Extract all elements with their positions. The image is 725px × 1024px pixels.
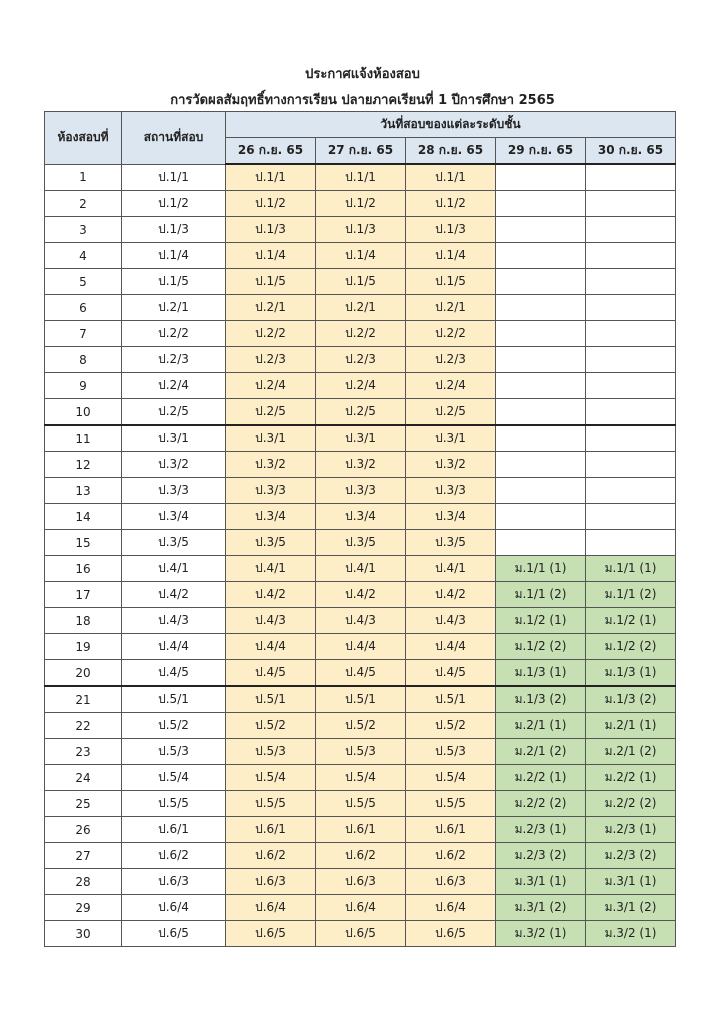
room-number-cell: 18: [45, 608, 122, 634]
exam-room-table: [44, 111, 676, 947]
date-cell: ม.1/3 (1): [496, 660, 586, 687]
date-cell: ป.2/5: [226, 399, 316, 426]
exam-place-cell: ป.2/2: [122, 321, 226, 347]
table-body: [45, 164, 676, 947]
room-number-cell: 23: [45, 739, 122, 765]
exam-place-cell: ป.6/2: [122, 843, 226, 869]
date-cell: ป.3/1: [406, 425, 496, 452]
date-cell: ป.4/2: [406, 582, 496, 608]
room-number-cell: 4: [45, 243, 122, 269]
date-cell: ป.3/4: [316, 504, 406, 530]
date-cell: ป.3/2: [226, 452, 316, 478]
exam-place-cell: ป.3/5: [122, 530, 226, 556]
date-cell: [586, 321, 676, 347]
date-cell: [586, 217, 676, 243]
table-row: [45, 713, 676, 739]
table-row: [45, 530, 676, 556]
table-row: [45, 817, 676, 843]
date-cell: [496, 452, 586, 478]
exam-place-cell: ป.1/3: [122, 217, 226, 243]
date-cell: ป.1/1: [226, 164, 316, 191]
date-cell: [586, 269, 676, 295]
date-cell: ป.2/2: [226, 321, 316, 347]
exam-place-cell: ป.2/1: [122, 295, 226, 321]
exam-place-cell: ป.3/2: [122, 452, 226, 478]
date-cell: ป.3/3: [226, 478, 316, 504]
date-cell: ม.2/3 (2): [586, 843, 676, 869]
date-cell: ม.3/2 (1): [586, 921, 676, 947]
date-cell: ป.3/1: [226, 425, 316, 452]
date-cell: ม.2/3 (2): [496, 843, 586, 869]
date-cell: ป.3/5: [226, 530, 316, 556]
date-cell: ม.2/3 (1): [496, 817, 586, 843]
date-cell: ป.5/5: [226, 791, 316, 817]
date-cell: ป.5/2: [316, 713, 406, 739]
date-cell: ม.1/2 (1): [496, 608, 586, 634]
date-cell: ป.1/4: [316, 243, 406, 269]
date-cell: ป.4/3: [226, 608, 316, 634]
table-row: [45, 295, 676, 321]
table-row: [45, 921, 676, 947]
room-number-cell: 12: [45, 452, 122, 478]
room-number-cell: 8: [45, 347, 122, 373]
date-cell: ป.5/5: [316, 791, 406, 817]
date-cell: [586, 347, 676, 373]
exam-place-cell: ป.2/3: [122, 347, 226, 373]
date-cell: ป.5/3: [226, 739, 316, 765]
header-place: สถานที่สอบ: [122, 112, 226, 165]
date-cell: ป.6/5: [406, 921, 496, 947]
table-row: [45, 634, 676, 660]
date-cell: ป.4/5: [226, 660, 316, 687]
exam-place-cell: ป.4/3: [122, 608, 226, 634]
date-cell: ป.4/3: [406, 608, 496, 634]
table-row: [45, 269, 676, 295]
table-row: [45, 347, 676, 373]
date-cell: ป.4/1: [406, 556, 496, 582]
date-cell: [496, 504, 586, 530]
date-cell: ป.6/3: [316, 869, 406, 895]
date-cell: [586, 425, 676, 452]
room-number-cell: 6: [45, 295, 122, 321]
date-cell: [496, 243, 586, 269]
date-cell: ป.3/2: [406, 452, 496, 478]
date-cell: ป.4/5: [406, 660, 496, 687]
date-cell: [496, 347, 586, 373]
date-cell: ม.2/1 (2): [586, 739, 676, 765]
date-cell: ป.6/1: [226, 817, 316, 843]
exam-place-cell: ป.3/3: [122, 478, 226, 504]
exam-place-cell: ป.5/3: [122, 739, 226, 765]
date-cell: ป.3/5: [316, 530, 406, 556]
date-cell: ป.5/4: [316, 765, 406, 791]
room-number-cell: 14: [45, 504, 122, 530]
table-row: [45, 686, 676, 713]
date-cell: ป.6/4: [316, 895, 406, 921]
exam-place-cell: ป.6/3: [122, 869, 226, 895]
exam-place-cell: ป.2/4: [122, 373, 226, 399]
date-cell: [586, 530, 676, 556]
header-date: 27 ก.ย. 65: [316, 138, 406, 165]
date-cell: [496, 269, 586, 295]
date-cell: ป.5/1: [316, 686, 406, 713]
date-cell: ม.1/1 (1): [586, 556, 676, 582]
header-date: 30 ก.ย. 65: [586, 138, 676, 165]
exam-place-cell: ป.1/2: [122, 191, 226, 217]
room-number-cell: 20: [45, 660, 122, 687]
table-row: [45, 452, 676, 478]
date-cell: ป.6/2: [316, 843, 406, 869]
room-number-cell: 5: [45, 269, 122, 295]
date-cell: ม.1/1 (1): [496, 556, 586, 582]
date-cell: ป.2/1: [406, 295, 496, 321]
date-cell: ป.5/2: [406, 713, 496, 739]
date-cell: ม.2/2 (2): [586, 791, 676, 817]
date-cell: ป.1/2: [316, 191, 406, 217]
date-cell: [496, 478, 586, 504]
table-row: [45, 217, 676, 243]
date-cell: [586, 243, 676, 269]
date-cell: ม.2/1 (2): [496, 739, 586, 765]
date-cell: [496, 530, 586, 556]
date-cell: ป.3/4: [406, 504, 496, 530]
room-number-cell: 16: [45, 556, 122, 582]
date-cell: ป.6/2: [226, 843, 316, 869]
date-cell: ป.4/1: [226, 556, 316, 582]
table-row: [45, 504, 676, 530]
date-cell: ป.2/3: [316, 347, 406, 373]
date-cell: ป.6/4: [226, 895, 316, 921]
date-cell: ม.1/3 (2): [586, 686, 676, 713]
date-cell: ป.5/4: [226, 765, 316, 791]
page-title: ประกาศแจ้งห้องสอบ: [305, 67, 420, 82]
date-cell: ป.6/2: [406, 843, 496, 869]
room-number-cell: 28: [45, 869, 122, 895]
date-cell: ป.2/1: [316, 295, 406, 321]
date-cell: ป.6/5: [226, 921, 316, 947]
date-cell: ป.2/4: [406, 373, 496, 399]
exam-place-cell: ป.1/4: [122, 243, 226, 269]
table-row: [45, 843, 676, 869]
room-number-cell: 11: [45, 425, 122, 452]
date-cell: [496, 295, 586, 321]
header-date: 29 ก.ย. 65: [496, 138, 586, 165]
room-number-cell: 15: [45, 530, 122, 556]
table-row: [45, 321, 676, 347]
exam-place-cell: ป.1/5: [122, 269, 226, 295]
date-cell: ป.1/2: [226, 191, 316, 217]
date-cell: ป.1/4: [226, 243, 316, 269]
date-cell: ป.4/4: [316, 634, 406, 660]
date-cell: ม.2/1 (1): [586, 713, 676, 739]
table-row: [45, 660, 676, 687]
date-cell: ม.3/1 (2): [496, 895, 586, 921]
exam-place-cell: ป.4/4: [122, 634, 226, 660]
table-row: [45, 425, 676, 452]
date-cell: ป.3/1: [316, 425, 406, 452]
exam-place-cell: ป.6/1: [122, 817, 226, 843]
room-number-cell: 19: [45, 634, 122, 660]
exam-place-cell: ป.5/5: [122, 791, 226, 817]
table-row: [45, 791, 676, 817]
date-cell: ป.2/5: [406, 399, 496, 426]
date-cell: ป.1/4: [406, 243, 496, 269]
exam-place-cell: ป.4/2: [122, 582, 226, 608]
date-cell: ป.1/2: [406, 191, 496, 217]
table-row: [45, 373, 676, 399]
date-cell: ป.2/2: [406, 321, 496, 347]
date-cell: [496, 191, 586, 217]
date-cell: [586, 399, 676, 426]
room-number-cell: 29: [45, 895, 122, 921]
date-cell: ป.6/3: [226, 869, 316, 895]
date-cell: [496, 373, 586, 399]
date-cell: ป.5/1: [406, 686, 496, 713]
date-cell: ป.1/5: [316, 269, 406, 295]
date-cell: ป.1/3: [406, 217, 496, 243]
date-cell: ป.1/5: [406, 269, 496, 295]
room-number-cell: 21: [45, 686, 122, 713]
date-cell: ป.6/1: [316, 817, 406, 843]
date-cell: ม.3/1 (2): [586, 895, 676, 921]
date-cell: [586, 504, 676, 530]
date-cell: ป.2/3: [226, 347, 316, 373]
date-cell: ป.3/3: [316, 478, 406, 504]
table-row: [45, 582, 676, 608]
date-cell: ม.1/3 (1): [586, 660, 676, 687]
date-cell: ป.2/1: [226, 295, 316, 321]
exam-place-cell: ป.1/1: [122, 164, 226, 191]
exam-place-cell: ป.4/5: [122, 660, 226, 687]
date-cell: ป.4/4: [406, 634, 496, 660]
date-cell: ป.6/5: [316, 921, 406, 947]
room-number-cell: 30: [45, 921, 122, 947]
room-number-cell: 1: [45, 164, 122, 191]
date-cell: [496, 321, 586, 347]
exam-place-cell: ป.5/1: [122, 686, 226, 713]
header-date: 26 ก.ย. 65: [226, 138, 316, 165]
date-cell: ป.2/3: [406, 347, 496, 373]
room-number-cell: 26: [45, 817, 122, 843]
date-cell: ป.6/1: [406, 817, 496, 843]
date-cell: ป.3/5: [406, 530, 496, 556]
date-cell: [586, 164, 676, 191]
date-cell: ม.1/2 (1): [586, 608, 676, 634]
date-cell: ม.1/1 (2): [496, 582, 586, 608]
table-row: [45, 478, 676, 504]
date-cell: ป.4/3: [316, 608, 406, 634]
date-cell: ม.1/2 (2): [586, 634, 676, 660]
date-cell: ป.1/5: [226, 269, 316, 295]
room-number-cell: 2: [45, 191, 122, 217]
date-cell: [496, 425, 586, 452]
date-cell: ป.1/1: [406, 164, 496, 191]
date-cell: ป.4/2: [226, 582, 316, 608]
exam-place-cell: ป.6/5: [122, 921, 226, 947]
table-row: [45, 556, 676, 582]
date-cell: ป.1/3: [316, 217, 406, 243]
date-cell: [586, 295, 676, 321]
exam-place-cell: ป.4/1: [122, 556, 226, 582]
date-cell: ป.1/3: [226, 217, 316, 243]
date-cell: ป.5/5: [406, 791, 496, 817]
header-room: ห้องสอบที่: [45, 112, 122, 165]
room-number-cell: 24: [45, 765, 122, 791]
date-cell: ม.1/3 (2): [496, 686, 586, 713]
date-cell: [496, 399, 586, 426]
date-cell: ป.5/2: [226, 713, 316, 739]
date-cell: ป.6/4: [406, 895, 496, 921]
date-cell: [586, 191, 676, 217]
date-cell: [586, 452, 676, 478]
date-cell: ป.3/4: [226, 504, 316, 530]
table-row: [45, 399, 676, 426]
header-dates-group: วันที่สอบของแต่ละระดับชั้น: [226, 112, 676, 138]
date-cell: ป.5/3: [406, 739, 496, 765]
table-row: [45, 608, 676, 634]
room-number-cell: 22: [45, 713, 122, 739]
page-subtitle: การวัดผลสัมฤทธิ์ทางการเรียน ปลายภาคเรียนที่ 1 ปีการศึกษา 2565: [170, 93, 555, 108]
room-number-cell: 27: [45, 843, 122, 869]
date-cell: ป.4/1: [316, 556, 406, 582]
room-number-cell: 25: [45, 791, 122, 817]
table-row: [45, 739, 676, 765]
date-cell: ม.3/2 (1): [496, 921, 586, 947]
exam-place-cell: ป.5/2: [122, 713, 226, 739]
date-cell: ป.2/5: [316, 399, 406, 426]
table-row: [45, 243, 676, 269]
exam-place-cell: ป.3/1: [122, 425, 226, 452]
table-row: [45, 164, 676, 191]
header-date: 28 ก.ย. 65: [406, 138, 496, 165]
table-row: [45, 765, 676, 791]
date-cell: ม.2/2 (2): [496, 791, 586, 817]
table-row: [45, 895, 676, 921]
date-cell: ม.2/1 (1): [496, 713, 586, 739]
table-row: [45, 869, 676, 895]
date-cell: [586, 373, 676, 399]
date-cell: ม.2/2 (1): [496, 765, 586, 791]
room-number-cell: 9: [45, 373, 122, 399]
date-cell: [586, 478, 676, 504]
date-cell: ม.3/1 (1): [586, 869, 676, 895]
table-row: [45, 191, 676, 217]
room-number-cell: 7: [45, 321, 122, 347]
exam-place-cell: ป.6/4: [122, 895, 226, 921]
room-number-cell: 10: [45, 399, 122, 426]
date-cell: ป.3/3: [406, 478, 496, 504]
date-cell: ป.4/4: [226, 634, 316, 660]
exam-place-cell: ป.5/4: [122, 765, 226, 791]
date-cell: ป.6/3: [406, 869, 496, 895]
room-number-cell: 17: [45, 582, 122, 608]
exam-place-cell: ป.2/5: [122, 399, 226, 426]
date-cell: ป.2/4: [226, 373, 316, 399]
date-cell: ป.5/1: [226, 686, 316, 713]
date-cell: ป.4/2: [316, 582, 406, 608]
room-number-cell: 13: [45, 478, 122, 504]
date-cell: ป.3/2: [316, 452, 406, 478]
date-cell: [496, 164, 586, 191]
date-cell: ม.2/2 (1): [586, 765, 676, 791]
date-cell: ป.4/5: [316, 660, 406, 687]
date-cell: ม.1/1 (2): [586, 582, 676, 608]
date-cell: [496, 217, 586, 243]
date-cell: ม.3/1 (1): [496, 869, 586, 895]
date-cell: ป.5/4: [406, 765, 496, 791]
date-cell: ป.2/2: [316, 321, 406, 347]
exam-place-cell: ป.3/4: [122, 504, 226, 530]
date-cell: ม.2/3 (1): [586, 817, 676, 843]
date-cell: ป.2/4: [316, 373, 406, 399]
date-cell: ป.1/1: [316, 164, 406, 191]
date-cell: ม.1/2 (2): [496, 634, 586, 660]
date-cell: ป.5/3: [316, 739, 406, 765]
room-number-cell: 3: [45, 217, 122, 243]
